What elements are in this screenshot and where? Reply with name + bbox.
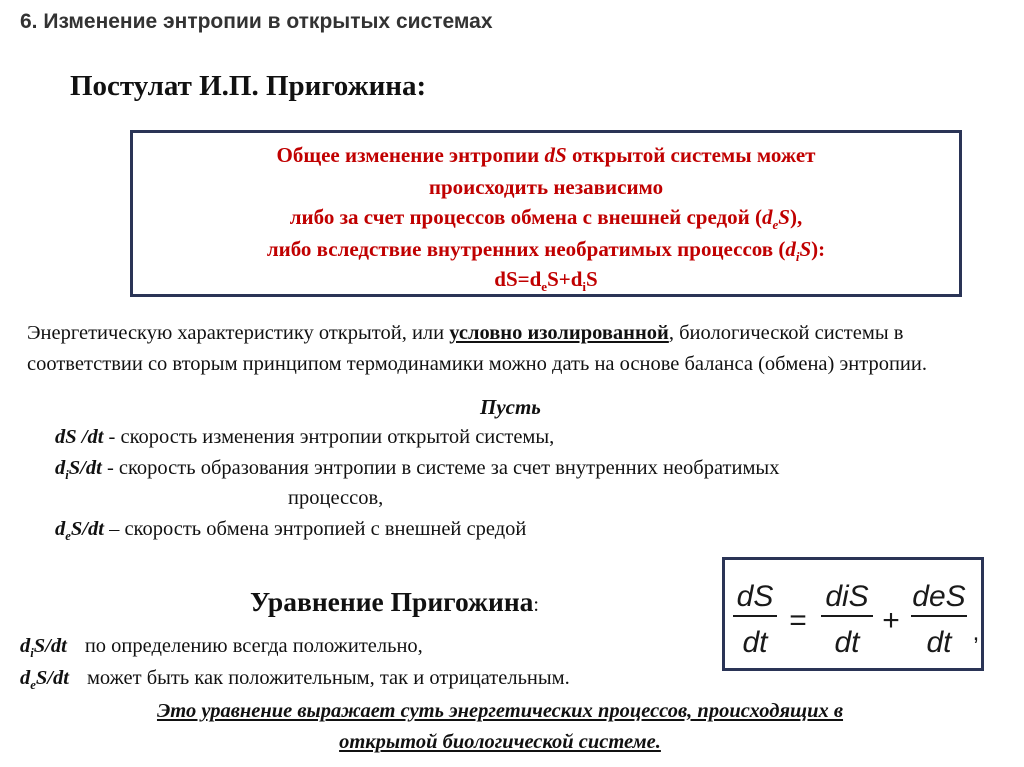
note-row: $d_iS/dt$ по определению всегда положительно, [20, 635, 423, 661]
postulate-line-2: происходить независимо [428, 175, 664, 199]
plus-sign: + [882, 604, 900, 637]
trailing-comma: , [972, 619, 980, 646]
term2-numerator: deS [912, 580, 966, 613]
symbol-dS: dS [544, 143, 567, 167]
conclusion-line-2: открытой биологической системе. [339, 731, 661, 753]
definition-row: $d_eS/dt$ – скорость обмена энтропией с внешней средой [55, 518, 527, 544]
term2-denominator: dt [926, 626, 952, 659]
conclusion-line-1: Это уравнение выражает суть энергетических процессов, происходящих в [156, 700, 844, 722]
postulate-heading: Постулат И.П. Пригожина: [70, 70, 427, 102]
formula-graphic [725, 560, 981, 668]
prigogine-formula [722, 557, 984, 671]
let-heading: Пусть [480, 395, 541, 419]
equals-sign: = [789, 604, 807, 637]
term1-numerator: diS [825, 580, 869, 613]
postulate-formula: $dS=d_eS+d_iS$ [494, 267, 598, 295]
postulate-line-4: либо вследствие внутренних необратимых процессов $(d_iS)$: [266, 237, 826, 265]
definition-row-continuation: процессов, [288, 487, 384, 509]
lhs-numerator: dS [736, 580, 774, 613]
definition-row: $d_iS/dt$ - скорость образования энтропии в системе за счет внутренних необратимых [55, 457, 780, 483]
postulate-box [130, 130, 962, 297]
slide-title: 6. Изменение энтропии в открытых системах [20, 10, 493, 33]
postulate-line-3: либо за счет процессов обмена с внешней средой $(d_eS)$, [289, 205, 803, 233]
postulate-line-1: Общее изменение энтропии dS открытой системы может [276, 143, 816, 167]
note-row: $d_eS/dt$ может быть как положительным, так и отрицательным. [20, 667, 570, 693]
term1-denominator: dt [834, 626, 860, 659]
emphasis-conditionally-isolated: условно изолированной [449, 322, 669, 344]
equation-heading: Уравнение Пригожина: [250, 586, 539, 617]
lhs-denominator: dt [742, 626, 768, 659]
definition-row: dS /dt - скорость изменения энтропии открытой системы, [55, 426, 555, 448]
intro-paragraph: Энергетическую характеристику открытой, или условно изолированной, биологической системы в соответствии со вторым принципом термодинамики можно дать на основе баланса (обмена) энтропии. [27, 322, 927, 375]
